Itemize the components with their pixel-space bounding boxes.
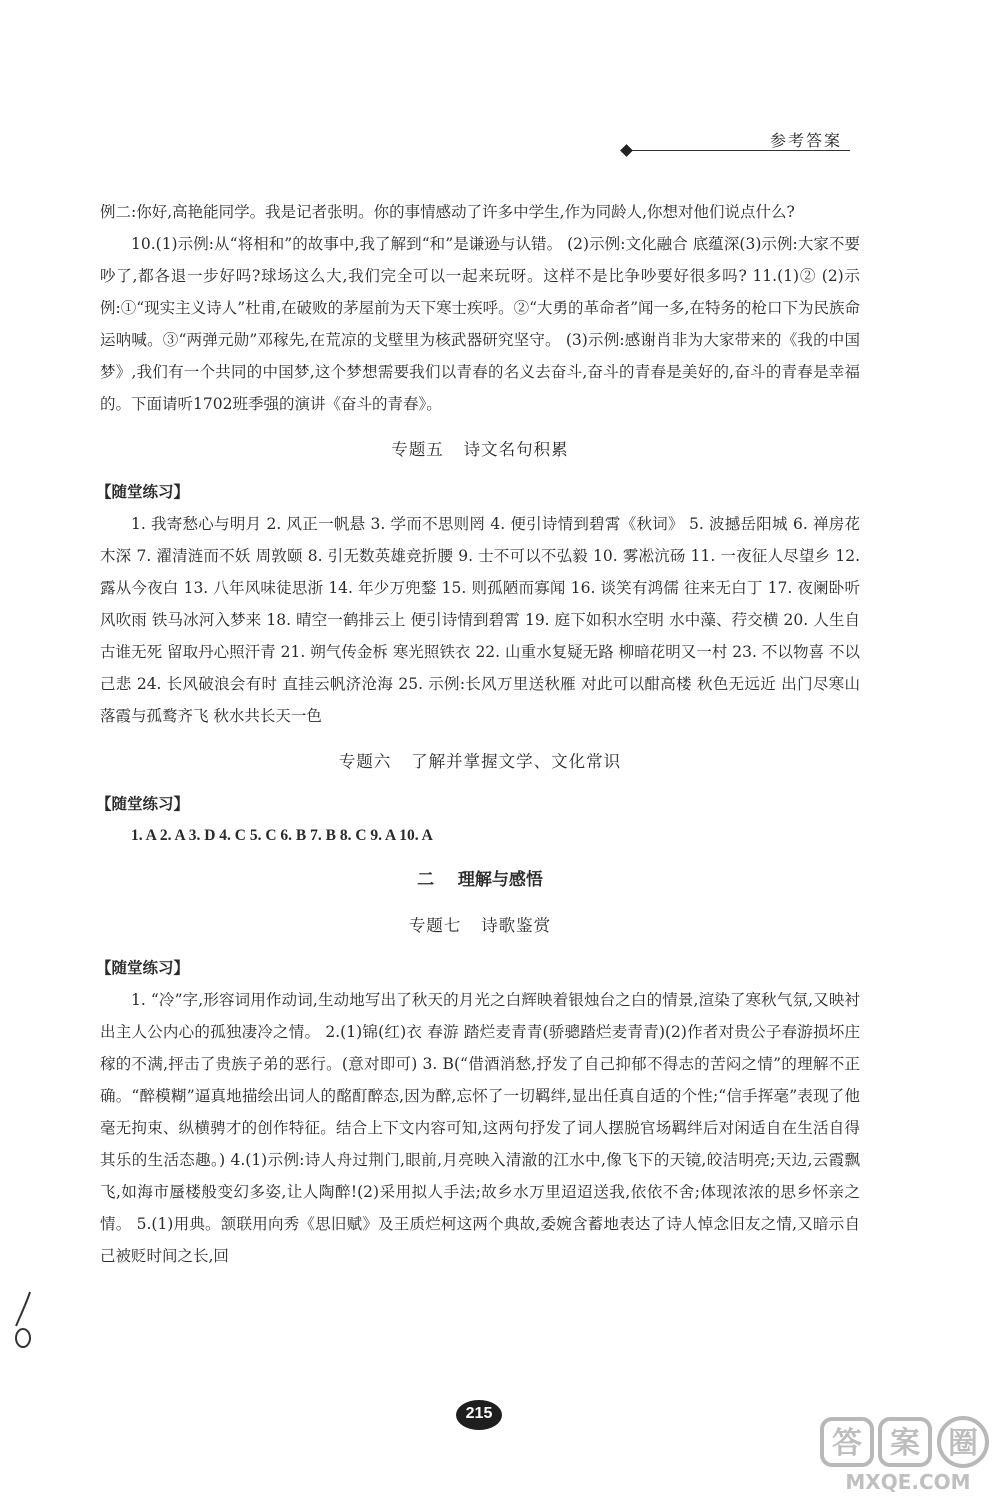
answer-content bbox=[96, 196, 860, 1272]
diamond-icon bbox=[620, 144, 633, 157]
topic6-answers: 1. A 2. A 3. D 4. C 5. C 6. B 7. B 8. C 9. A 10. A bbox=[131, 827, 433, 844]
page-number-badge bbox=[456, 1400, 502, 1432]
handwritten-mark bbox=[8, 1290, 42, 1350]
topic5-heading bbox=[100, 434, 860, 466]
section-title: 理解与感悟 bbox=[457, 870, 543, 890]
svg-text:圈: 圈 bbox=[948, 1426, 978, 1461]
section-heading bbox=[100, 864, 860, 896]
topic6-practice-label: 【随堂练习】 bbox=[96, 795, 190, 813]
topic6-heading-number: 专题六 bbox=[338, 752, 392, 771]
topic6-heading-title: 了解并掌握文学、文化常识 bbox=[411, 752, 622, 771]
paragraph-example-two: 例二:你好,高艳能同学。我是记者张明。你的事情感动了许多中学生,作为同龄人,你想对他们说点什么? bbox=[100, 203, 795, 221]
svg-text:MXQE.COM: MXQE.COM bbox=[845, 1470, 971, 1494]
watermark-logo bbox=[820, 1415, 995, 1495]
paragraph-q10-q11: 10.(1)示例:从“将相和”的故事中,我了解到“和”是谦逊与认错。 (2)示例:文化融合 底蕴深(3)示例:大家不要吵了,都各退一步好吗?球场这么大,我们完全可以一起来玩呀。这样不是比争吵要好很多吗? 11.(1)② (2)示例:①“现实主义诗人”杜甫,在破败的茅屋前为天下寒士疾呼。②“大勇的革命者”闻一多,在特务的枪口下为民族命运呐喊。③“两弹元勋”邓稼先,在荒凉的戈壁里为核武器研究坚守。 (3)示例:感谢肖非为大家带来的《我的中国梦》,我们有一个共同的中国梦,这个梦想需要我们以青春的名义去奋斗,奋斗的青春是美好的,奋斗的青春是幸福的。下面请听1702班季强的演讲《奋斗的青春》。 bbox=[100, 235, 860, 413]
topic5-practice-label: 【随堂练习】 bbox=[96, 483, 190, 501]
topic5-heading-title: 诗文名句积累 bbox=[463, 440, 569, 459]
svg-text:答: 答 bbox=[832, 1426, 862, 1461]
topic7-heading-title: 诗歌鉴赏 bbox=[481, 916, 552, 935]
svg-text:案: 案 bbox=[890, 1426, 920, 1461]
running-header bbox=[620, 128, 850, 158]
topic7-heading bbox=[100, 910, 860, 942]
section-number: 二 bbox=[417, 870, 435, 890]
header-label: 参考答案 bbox=[769, 131, 842, 150]
topic6-heading bbox=[100, 746, 860, 778]
topic7-answers: 1. “冷”字,形容词用作动词,生动地写出了秋天的月光之白辉映着银烛台之白的情景,渲染了寒秋气氛,又映衬出主人公内心的孤独凄冷之情。 2.(1)锦(红)衣 春游 踏烂麦青青(骄骢踏烂麦青青)(2)作者对贵公子春游损坏庄稼的不满,抨击了贵族子弟的恶行。(意对即可) 3. B(“借酒消愁,抒发了自己抑郁不得志的苦闷之情”的理解不正确。“醉模糊”逼真地描绘出词人的酩酊醉态,因为醉,忘怀了一切羁绊,显出任真自适的个性;“信手挥毫”表现了他毫无拘束、纵横骋才的创作特征。结合上下文内容可知,这两句抒发了词人摆脱官场羁绊后对闲适自在生活自得其乐的生活态趣。) 4.(1)示例:诗人舟过荆门,眼前,月亮映入清澈的江水中,像飞下的天镜,皎洁明亮;天边,云霞飘飞,如海市蜃楼般变幻多姿,让人陶醉!(2)采用拟人手法;故乡水万里迢迢送我,依依不舍;体现浓浓的思乡怀亲之情。 5.(1)用典。颔联用向秀《思旧赋》及王质烂柯这两个典故,委婉含蓄地表达了诗人悼念旧友之情,又暗示自己被贬时间之长,回 bbox=[100, 991, 860, 1265]
topic5-answers: 1. 我寄愁心与明月 2. 风正一帆悬 3. 学而不思则罔 4. 便引诗情到碧霄《秋词》 5. 波撼岳阳城 6. 禅房花木深 7. 濯清涟而不妖 周敦颐 8. 引无数英雄竞折腰 9. 士不可以不弘毅 10. 雾凇沆砀 11. 一夜征人尽望乡 12. 露从今夜白 13. 八年风味徒思浙 14. 年少万兜鍪 15. 则孤陋而寡闻 16. 谈笑有鸿儒 往来无白丁 17. 夜阑卧听风吹雨 铁马冰河入梦来 18. 晴空一鹤排云上 便引诗情到碧霄 19. 庭下如积水空明 水中藻、荇交横 20. 人生自古谁无死 留取丹心照汗青 21. 朔气传金柝 寒光照铁衣 22. 山重水复疑无路 柳暗花明又一村 23. 不以物喜 不以己悲 24. 长风破浪会有时 直挂云帆济沧海 25. 示例:长风万里送秋雁 对此可以酣高楼 秋色无远近 出门尽寒山 落霞与孤鹜齐飞 秋水共长天一色 bbox=[100, 515, 860, 725]
topic5-heading-number: 专题五 bbox=[391, 440, 444, 459]
topic7-practice-label: 【随堂练习】 bbox=[96, 959, 190, 977]
topic7-heading-number: 专题七 bbox=[408, 916, 462, 935]
page-number: 215 bbox=[465, 1405, 493, 1422]
